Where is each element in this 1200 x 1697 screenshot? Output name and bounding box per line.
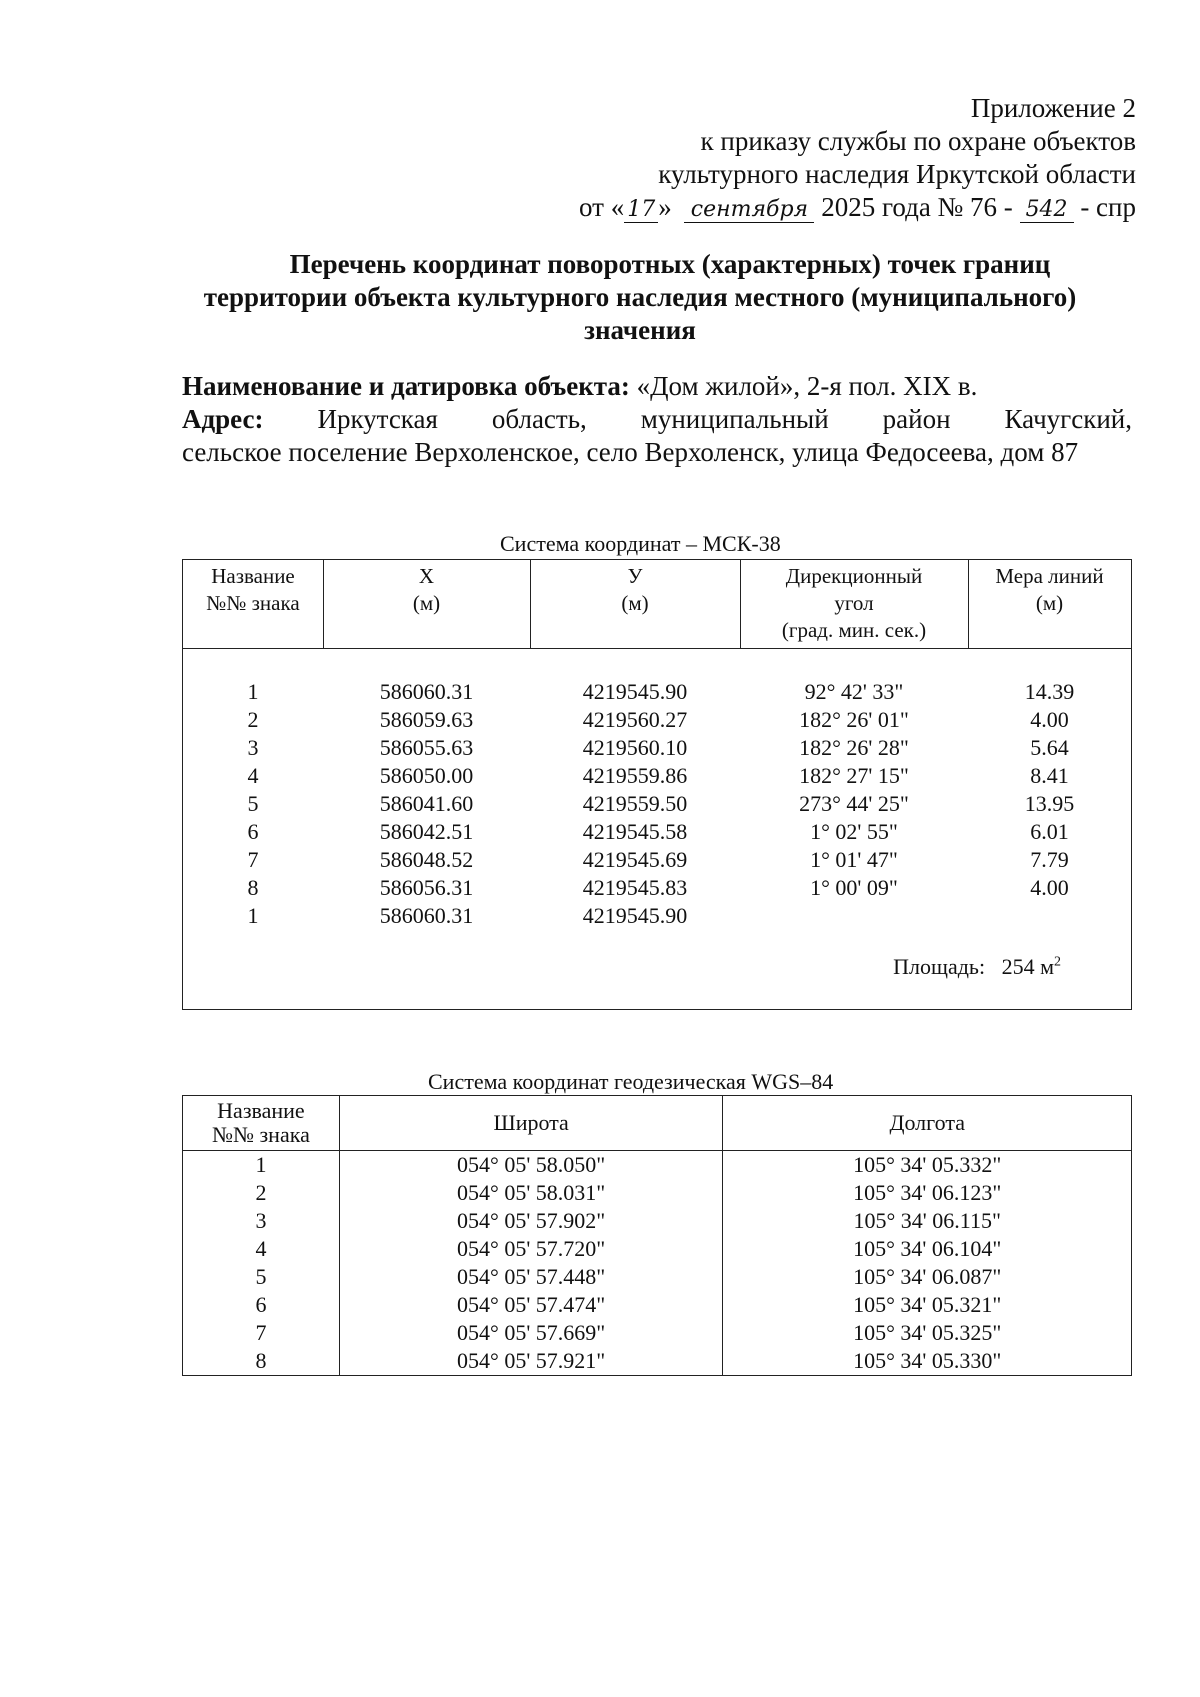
cell-angle: 182° 27' 15" <box>799 763 909 788</box>
cell-latitude: 054° 05' 57.448" <box>339 1263 723 1291</box>
table-row <box>183 818 1131 846</box>
cell-point: 5 <box>183 1263 340 1291</box>
appendix-line-1: Приложение 2 <box>970 93 1136 123</box>
header-text: Х <box>418 564 435 588</box>
cell-latitude: 054° 05' 57.902" <box>339 1207 723 1235</box>
cell-x: 586059.63 <box>379 707 474 732</box>
cell-length: 4.00 <box>1030 707 1069 732</box>
order-date-line <box>579 191 1136 224</box>
cell-angle: 273° 44' 25" <box>799 791 909 816</box>
msk-coordinates-table <box>182 559 1132 1010</box>
order-suffix: - спр <box>1080 192 1136 222</box>
cell-length: 8.41 <box>1030 763 1069 788</box>
header-length <box>968 560 1131 646</box>
cell-x: 586060.31 <box>379 903 474 928</box>
address-word: Иркутская <box>317 404 438 434</box>
cell-point: 2 <box>183 1179 340 1207</box>
address-line-1 <box>182 403 1132 436</box>
msk-caption: Система координат – МСК-38 <box>500 531 781 556</box>
cell-angle: 1° 01' 47" <box>810 847 898 872</box>
header-point-name <box>183 1096 340 1151</box>
header-text: (град. мин. сек.) <box>781 618 927 642</box>
table-row <box>183 1347 1132 1376</box>
appendix-header <box>579 92 1136 224</box>
table-row <box>183 706 1131 734</box>
cell-point: 1 <box>183 1151 340 1180</box>
order-from: от « <box>579 192 625 222</box>
cell-latitude: 054° 05' 57.720" <box>339 1235 723 1263</box>
table-row <box>183 790 1131 818</box>
cell-point: 1 <box>247 903 259 928</box>
cell-longitude: 105° 34' 06.087" <box>723 1263 1132 1291</box>
cell-latitude: 054° 05' 58.050" <box>339 1151 723 1180</box>
cell-latitude: 054° 05' 57.669" <box>339 1319 723 1347</box>
cell-angle: 182° 26' 28" <box>799 735 909 760</box>
wgs-coordinates-table <box>182 1095 1132 1376</box>
cell-y: 4219545.83 <box>582 875 688 900</box>
title-line-1: Перечень координат поворотных (характерных) точек границ <box>289 249 1051 279</box>
table-row <box>183 902 1131 930</box>
title-line-3: значения <box>584 315 696 345</box>
cell-longitude: 105° 34' 05.325" <box>723 1319 1132 1347</box>
cell-angle: 92° 42' 33" <box>804 679 904 704</box>
cell-point: 4 <box>183 1235 340 1263</box>
cell-longitude: 105° 34' 05.332" <box>723 1151 1132 1180</box>
header-text: №№ знака <box>212 1122 310 1147</box>
title-line-2: территории объекта культурного наследия местного (муниципального) <box>203 282 1077 312</box>
cell-point: 1 <box>247 679 259 704</box>
cell-point: 6 <box>183 1291 340 1319</box>
cell-point: 7 <box>183 1319 340 1347</box>
cell-angle: 1° 02' 55" <box>810 819 898 844</box>
cell-x: 586048.52 <box>379 847 474 872</box>
header-y <box>530 560 740 646</box>
cell-angle: 1° 00' 09" <box>810 875 898 900</box>
object-name-value: «Дом жилой», 2-я пол. XIX в. <box>636 371 978 401</box>
area-summary <box>893 954 1061 980</box>
cell-length: 5.64 <box>1030 735 1069 760</box>
area-exponent: 2 <box>1054 954 1061 970</box>
cell-point: 7 <box>247 847 259 872</box>
table-row <box>183 1235 1132 1263</box>
cell-point: 2 <box>247 707 259 732</box>
appendix-line-2: к приказу службы по охране объектов <box>700 126 1136 156</box>
cell-longitude: 105° 34' 05.321" <box>723 1291 1132 1319</box>
cell-y: 4219545.90 <box>582 903 688 928</box>
address-word: Качугский, <box>1004 404 1132 434</box>
handwritten-day: 17 <box>624 198 658 223</box>
handwritten-number: 542 <box>1020 198 1074 223</box>
handwritten-month: сентября <box>684 198 814 223</box>
header-text: У <box>627 564 643 588</box>
header-text: Название <box>211 564 295 588</box>
table-row <box>183 678 1131 706</box>
area-value: 254 м <box>1001 954 1054 979</box>
header-text: угол <box>834 591 874 615</box>
table-row <box>183 762 1131 790</box>
cell-length: 7.79 <box>1030 847 1069 872</box>
table-row <box>183 734 1131 762</box>
cell-latitude: 054° 05' 58.031" <box>339 1179 723 1207</box>
msk-table-body <box>183 678 1131 930</box>
cell-point: 6 <box>247 819 259 844</box>
document-title <box>140 248 1140 347</box>
cell-x: 586042.51 <box>379 819 474 844</box>
object-name-line <box>182 370 1132 403</box>
cell-point: 4 <box>247 763 259 788</box>
order-year-number: 2025 года № 76 - <box>821 192 1013 222</box>
header-text: №№ знака <box>206 591 300 615</box>
msk-table-header <box>183 560 1131 648</box>
wgs-caption: Система координат геодезическая WGS–84 <box>428 1069 834 1094</box>
table-row <box>183 1319 1132 1347</box>
cell-length: 14.39 <box>1024 679 1075 704</box>
header-point-name <box>183 560 323 646</box>
header-text: Мера линий <box>995 564 1104 588</box>
appendix-line-3: культурного наследия Иркутской области <box>658 159 1136 189</box>
table-row <box>183 1207 1132 1235</box>
cell-length: 4.00 <box>1030 875 1069 900</box>
cell-point: 8 <box>183 1347 340 1376</box>
header-longitude: Долгота <box>723 1096 1132 1151</box>
cell-latitude: 054° 05' 57.921" <box>339 1347 723 1376</box>
object-info <box>182 370 1132 469</box>
cell-length: 6.01 <box>1030 819 1069 844</box>
cell-x: 586060.31 <box>379 679 474 704</box>
area-label: Площадь: <box>893 954 986 979</box>
cell-longitude: 105° 34' 06.115" <box>723 1207 1132 1235</box>
header-angle <box>740 560 968 646</box>
cell-point: 3 <box>183 1207 340 1235</box>
table-row <box>183 1151 1132 1180</box>
cell-x: 586056.31 <box>379 875 474 900</box>
table-row <box>183 1263 1132 1291</box>
table-row <box>183 1179 1132 1207</box>
cell-longitude: 105° 34' 05.330" <box>723 1347 1132 1376</box>
header-text: Название <box>217 1098 305 1123</box>
cell-y: 4219545.90 <box>582 679 688 704</box>
cell-x: 586055.63 <box>379 735 474 760</box>
cell-angle: 182° 26' 01" <box>799 707 909 732</box>
cell-y: 4219559.86 <box>582 763 688 788</box>
cell-y: 4219559.50 <box>582 791 688 816</box>
header-divider <box>183 648 1131 649</box>
cell-x: 586041.60 <box>379 791 474 816</box>
address-word: муниципальный <box>640 404 829 434</box>
table-row <box>183 874 1131 902</box>
cell-y: 4219545.69 <box>582 847 688 872</box>
header-latitude: Широта <box>339 1096 723 1151</box>
table-row <box>183 846 1131 874</box>
cell-x: 586050.00 <box>379 763 474 788</box>
header-x <box>323 560 530 646</box>
cell-point: 8 <box>247 875 259 900</box>
cell-point: 5 <box>247 791 259 816</box>
order-quote: » <box>658 192 672 222</box>
header-text: Дирекционный <box>785 564 923 588</box>
address-word: район <box>882 404 951 434</box>
header-text: (м) <box>621 591 649 615</box>
wgs-header-row <box>183 1096 1132 1151</box>
cell-y: 4219560.27 <box>582 707 688 732</box>
cell-longitude: 105° 34' 06.104" <box>723 1235 1132 1263</box>
cell-length: 13.95 <box>1024 791 1075 816</box>
address-line-2: сельское поселение Верхоленское, село Верхоленск, улица Федосеева, дом 87 <box>182 437 1079 467</box>
header-text: (м) <box>1035 591 1064 615</box>
cell-latitude: 054° 05' 57.474" <box>339 1291 723 1319</box>
object-name-label: Наименование и датировка объекта: <box>182 371 630 401</box>
header-text: (м) <box>412 591 441 615</box>
address-word: область, <box>491 404 587 434</box>
table-row <box>183 1291 1132 1319</box>
cell-longitude: 105° 34' 06.123" <box>723 1179 1132 1207</box>
cell-point: 3 <box>247 735 259 760</box>
cell-y: 4219560.10 <box>582 735 688 760</box>
cell-y: 4219545.58 <box>582 819 688 844</box>
address-label: Адрес: <box>182 404 264 434</box>
